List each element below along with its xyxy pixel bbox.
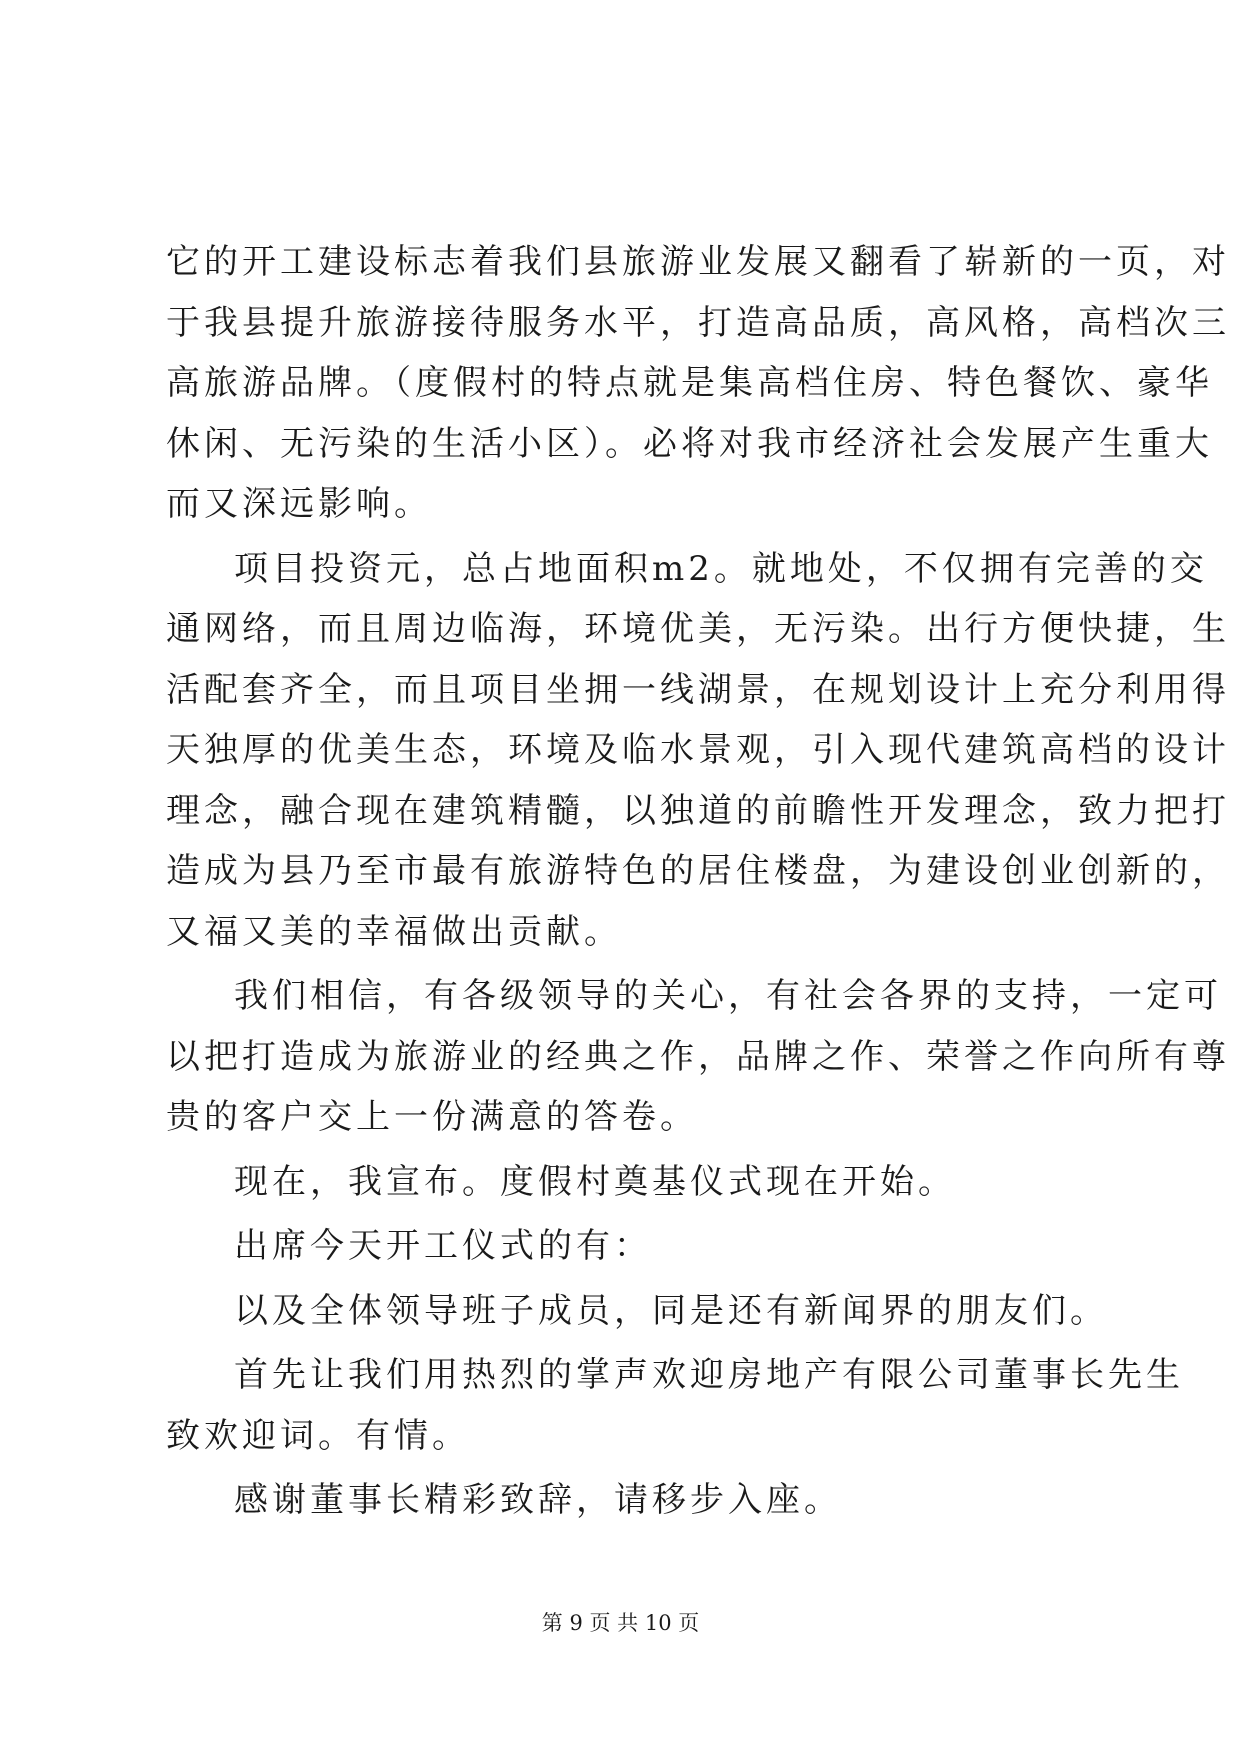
paragraph-1-line-5: 而又深远影响。 bbox=[166, 484, 432, 524]
paragraph-1-line-2: 于我县提升旅游接待服务水平，打造高品质，高风格，高档次三 bbox=[166, 302, 1230, 343]
paragraph-6-line-1: 以及全体领导班子成员，同是还有新闻界的朋友们。 bbox=[234, 1290, 1108, 1331]
paragraph-2-line-1: 项目投资元，总占地面积m2。就地处，不仅拥有完善的交 bbox=[234, 548, 1208, 589]
paragraph-3-line-2: 以把打造成为旅游业的经典之作，品牌之作、荣誉之作向所有尊 bbox=[166, 1036, 1230, 1077]
paragraph-7-line-2: 致欢迎词。有情。 bbox=[166, 1415, 470, 1456]
paragraph-1-line-3: 高旅游品牌。（度假村的特点就是集高档住房、特色餐饮、豪华 bbox=[166, 363, 1213, 403]
page-number-footer: 第 9 页 共 10 页 bbox=[541, 1611, 700, 1635]
body-text bbox=[166, 232, 1230, 1531]
paragraph-3-line-1: 我们相信，有各级领导的关心，有社会各界的支持，一定可 bbox=[234, 976, 1222, 1016]
paragraph-2-line-5: 理念，融合现在建筑精髓，以独道的前瞻性开发理念，致力把打 bbox=[166, 790, 1230, 831]
paragraph-2-line-2: 通网络，而且周边临海，环境优美，无污染。出行方便快捷，生 bbox=[166, 609, 1230, 649]
paragraph-1-line-4: 休闲、无污染的生活小区）。必将对我市经济社会发展产生重大 bbox=[166, 423, 1213, 464]
paragraph-5-line-1: 出席今天开工仪式的有： bbox=[234, 1226, 652, 1266]
paragraph-2-line-6: 造成为县乃至市最有旅游特色的居住楼盘，为建设创业创新的， bbox=[166, 851, 1230, 891]
paragraph-2-line-4: 天独厚的优美生态，环境及临水景观，引入现代建筑高档的设计 bbox=[166, 730, 1230, 770]
paragraph-1-line-1: 它的开工建设标志着我们县旅游业发展又翻看了崭新的一页，对 bbox=[166, 242, 1230, 282]
paragraph-8-line-1: 感谢董事长精彩致辞，请移步入座。 bbox=[234, 1480, 842, 1520]
paragraph-4-line-1: 现在，我宣布。度假村奠基仪式现在开始。 bbox=[234, 1161, 956, 1202]
paragraph-2-line-3: 活配套齐全，而且项目坐拥一线湖景，在规划设计上充分利用得 bbox=[166, 669, 1230, 710]
paragraph-7-line-1: 首先让我们用热烈的掌声欢迎房地产有限公司董事长先生 bbox=[234, 1355, 1184, 1395]
paragraph-3-line-3: 贵的客户交上一份满意的答卷。 bbox=[166, 1097, 698, 1137]
paragraph-2-line-7: 又福又美的幸福做出贡献。 bbox=[166, 911, 622, 952]
